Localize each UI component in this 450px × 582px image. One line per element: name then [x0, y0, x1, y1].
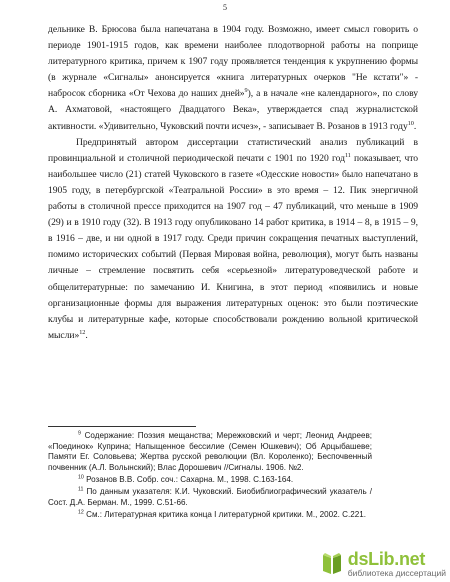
footnote-mark: 10: [78, 474, 84, 481]
footnote: [48, 487, 372, 508]
footnote-ref[interactable]: 12: [79, 328, 86, 336]
main-text: [48, 22, 418, 344]
footnote-mark: 11: [78, 486, 84, 493]
footnotes: [48, 431, 372, 522]
watermark[interactable]: [320, 550, 446, 578]
footnote-text: Розанов В.В. Собр. соч.: Сахарна. М., 1998. С.163-164.: [83, 474, 294, 484]
footnote-ref[interactable]: 9: [244, 87, 248, 95]
text-run: .: [413, 120, 417, 132]
footnote-text: См.: Литературная критика конца I литературной критики. М., 2002. С.221.: [83, 509, 366, 519]
watermark-subtitle: библиотека диссертаций: [347, 568, 446, 578]
paragraph: [48, 135, 418, 344]
footnote: [48, 431, 372, 473]
watermark-brand: dsLib.net: [347, 549, 426, 569]
text-run: ), а в начале «не календарного», по слову А. Ахматовой, «настоящего Двадцатого Века», утверждается спад журналистской активности. «Удивительно, Чуковский почти исчез», - записывает В. Розанов в 1913 году: [48, 88, 418, 132]
book-logo-icon: [320, 551, 344, 577]
text-run: дельнике В. Брюсова была напечатана в 1904 году. Возможно, имеет смысл говорить о периоде 1901-1915 годов, как времени наиболее плодотворной работы на поприще литературного критика, причем к 1907 году проявляется тенденция к укрупнению формы (в журнале «Сигналы» анонсируется «книга литературных очерков "Не кстати"» - набросок сборника «От Чехова до наших дней»: [48, 24, 418, 100]
text-run: .: [85, 329, 88, 341]
text-run: Предпринятый автором диссертации статистический анализ публикаций в провинциальной и столичной периодической печати с 1901 по 1920 год: [48, 136, 418, 164]
paragraph: [48, 22, 418, 135]
footnote-mark: 9: [78, 430, 81, 437]
footnote-separator: [48, 426, 196, 427]
footnote-ref[interactable]: 10: [407, 119, 414, 127]
page-number: 5: [223, 3, 227, 12]
text-run: показывает, что наибольшее число (21) статей Чуковского в газете «Одесские новости» было напечатано в 1905 году, в петербургской «Театральной России» в это время – 12. Пик энергичной работы в столичной прессе приходится на 1907 год – 47 публикаций, что меньше в 1909 (29) и в 1910 году (32). В 1913 году опубликовано 14 работ критика, в 1914 – 8, в 1915 – 9, в 1916 – две, и ни одной в 1917 году. Среди причин сокращения печатных выступлений, помимо исторических событий (Первая Мировая война, революция), могут быть названы личные – стремление посвятить себя «серьезной» литературоведческой работе и общелитературные: по замечанию И. Книгина, в этот период «появились и новые организационные формы для выражения литературных оценок: это были поэтические клубы и литературные кафе, которые способствовали рождению вольной критической мысли»: [48, 152, 418, 341]
footnote-text: По данным указателя: К.И. Чуковский. Биобиблиографический указатель /Сост. Д.А. Берман. М., 1999. С.51-66.: [48, 486, 372, 507]
footnote: [48, 510, 372, 521]
footnote-text: Содержание: Поэзия мещанства; Мережковский и черт; Леонид Андреев; «Поединок» Куприна; Напыщенное бессилие (Семен Юшкевич); Об Арцыбашеве; Памяти Ег. Соловьева; Жертва русской революции (Вл. Короленко); Беспочвенный почвенник (А.Л. Волынский); Влас Дорошевич //Сигналы. 1906. №2.: [48, 431, 372, 472]
footnote-mark: 12: [78, 508, 84, 515]
footnote: [48, 475, 372, 486]
footnote-ref[interactable]: 11: [344, 151, 351, 159]
